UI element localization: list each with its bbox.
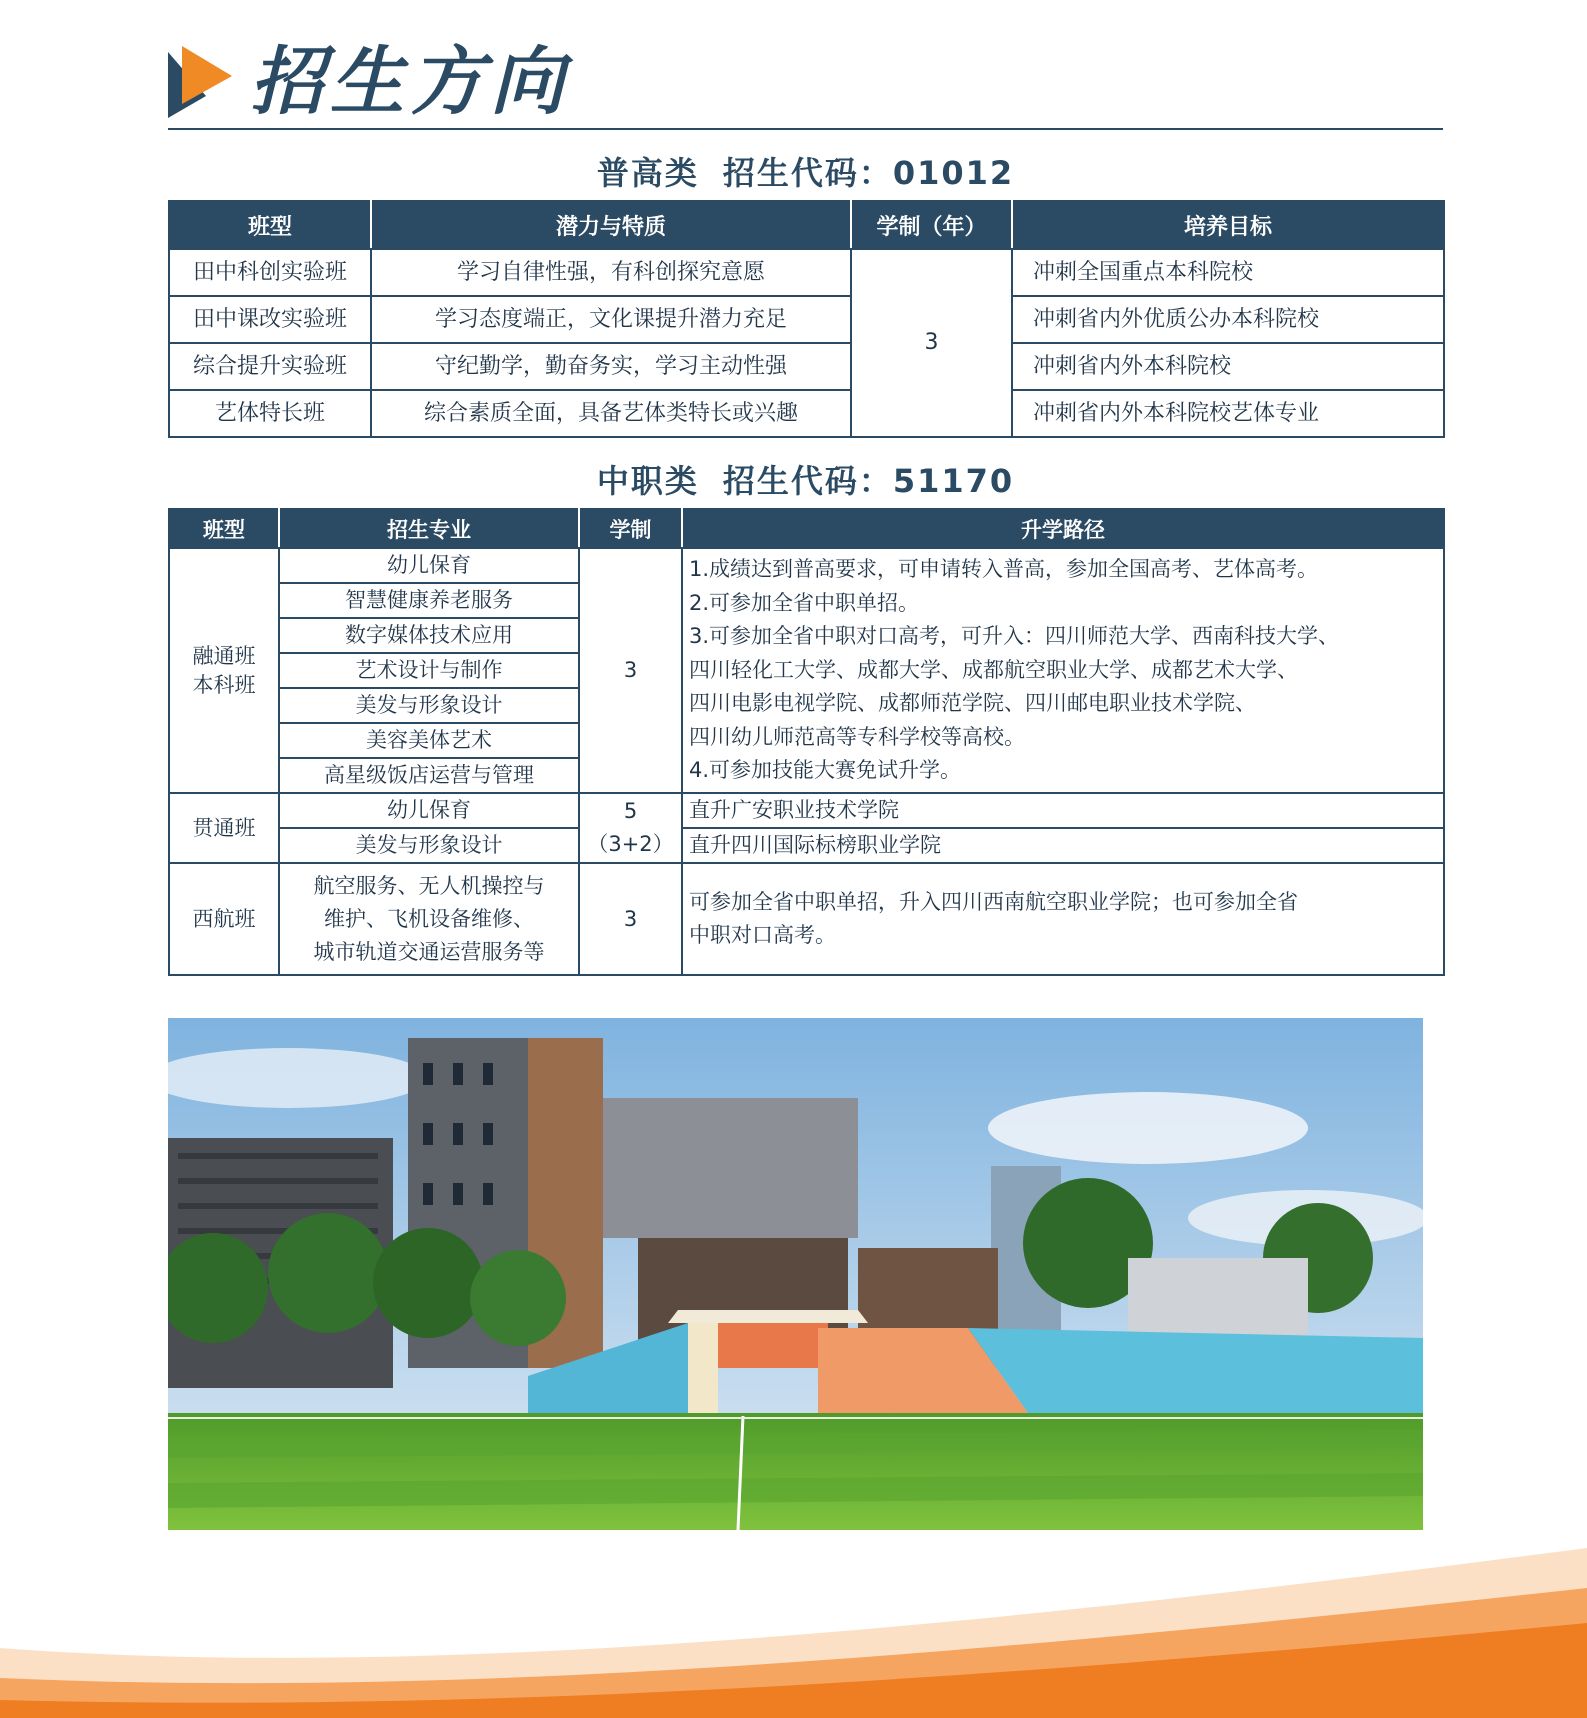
major-cell: 美发与形象设计 <box>279 688 579 723</box>
general-section-title <box>168 148 1443 194</box>
major-cell: 智慧健康养老服务 <box>279 583 579 618</box>
general-title-category: 普高类 <box>596 154 699 192</box>
path-line: 四川电影电视学院、成都师范学院、四川邮电职业技术学院、 <box>689 691 1256 715</box>
class-cell: 田中科创实验班 <box>169 249 371 296</box>
path-line: 四川幼儿师范高等专科学校等高校。 <box>689 724 1025 749</box>
path-line: 4.可参加技能大赛免试升学。 <box>689 758 962 782</box>
table-row <box>169 343 1444 390</box>
vocational-title-category: 中职类 <box>596 462 699 500</box>
path-line: 四川轻化工大学、成都大学、成都航空职业大学、成都艺术大学、 <box>689 657 1298 682</box>
path-line: 可参加全省中职单招，升入四川西南航空职业学院；也可参加全省 <box>689 890 1298 914</box>
general-table <box>168 200 1445 438</box>
duration-cell: 3 <box>579 863 682 975</box>
class-cell <box>169 548 279 793</box>
path-line: 中职对口高考。 <box>689 923 836 947</box>
path-line: 2.可参加全省中职单招。 <box>689 590 920 615</box>
col-header-duration: 学制（年） <box>851 201 1012 249</box>
major-cell: 美发与形象设计 <box>279 828 579 863</box>
path-line: 3.可参加全省中职对口高考，可升入：四川师范大学、西南科技大学、 <box>689 624 1340 648</box>
table-row <box>169 390 1444 437</box>
vocational-table <box>168 508 1445 976</box>
path-cell: 直升四川国际标榜职业学院 <box>682 828 1444 863</box>
class-label-line: 融通班 <box>192 644 256 669</box>
header-divider <box>168 128 1443 130</box>
page-header <box>168 38 1443 130</box>
campus-photo <box>168 1018 1423 1530</box>
goal-cell: 冲刺省内外本科院校艺体专业 <box>1012 390 1444 437</box>
major-line: 维护、飞机设备维修、 <box>324 906 534 931</box>
goal-cell: 冲刺省内外优质公办本科院校 <box>1012 296 1444 343</box>
vocational-title-code: 招生代码：51170 <box>722 462 1015 500</box>
vocational-table-header <box>169 509 1444 548</box>
duration-cell: 3 <box>851 249 1012 437</box>
major-cell: 高星级饭店运营与管理 <box>279 758 579 793</box>
table-row <box>169 548 1444 583</box>
major-cell: 数字媒体技术应用 <box>279 618 579 653</box>
class-cell: 贯通班 <box>169 793 279 863</box>
major-line: 城市轨道交通运营服务等 <box>313 939 545 964</box>
table-row <box>169 828 1444 863</box>
class-cell: 田中课改实验班 <box>169 296 371 343</box>
class-cell: 西航班 <box>169 863 279 975</box>
col-header-major: 招生专业 <box>279 509 579 548</box>
major-cell: 幼儿保育 <box>279 548 579 583</box>
col-header-class: 班型 <box>169 509 279 548</box>
major-cell: 美容美体艺术 <box>279 723 579 758</box>
trait-cell: 综合素质全面，具备艺体类特长或兴趣 <box>371 390 851 437</box>
duration-line: （3+2） <box>587 832 674 856</box>
col-header-duration: 学制 <box>579 509 682 548</box>
major-cell <box>279 863 579 975</box>
table-row <box>169 249 1444 296</box>
class-label-line: 本科班 <box>192 672 256 697</box>
vocational-section-title <box>168 456 1443 502</box>
major-cell: 艺术设计与制作 <box>279 653 579 688</box>
major-cell: 幼儿保育 <box>279 793 579 828</box>
footer-wave-decoration <box>0 1528 1587 1718</box>
duration-cell <box>579 793 682 863</box>
major-line: 航空服务、无人机操控与 <box>313 873 545 898</box>
play-arrow-icon <box>168 46 232 118</box>
trait-cell: 学习自律性强，有科创探究意愿 <box>371 249 851 296</box>
path-line: 1.成绩达到普高要求，可申请转入普高，参加全国高考、艺体高考。 <box>689 557 1319 581</box>
goal-cell: 冲刺全国重点本科院校 <box>1012 249 1444 296</box>
trait-cell: 学习态度端正，文化课提升潜力充足 <box>371 296 851 343</box>
table-row <box>169 793 1444 828</box>
col-header-path: 升学路径 <box>682 509 1444 548</box>
table-row <box>169 863 1444 975</box>
col-header-class: 班型 <box>169 201 371 249</box>
general-table-header <box>169 201 1444 249</box>
col-header-goal: 培养目标 <box>1012 201 1444 249</box>
path-cell <box>682 548 1444 793</box>
trait-cell: 守纪勤学，勤奋务实，学习主动性强 <box>371 343 851 390</box>
table-row <box>169 296 1444 343</box>
page-title: 招生方向 <box>250 39 570 125</box>
class-cell: 综合提升实验班 <box>169 343 371 390</box>
goal-cell: 冲刺省内外本科院校 <box>1012 343 1444 390</box>
path-cell: 直升广安职业技术学院 <box>682 793 1444 828</box>
general-title-code: 招生代码：01012 <box>722 154 1015 192</box>
duration-line: 5 <box>623 799 638 823</box>
path-cell <box>682 863 1444 975</box>
duration-cell: 3 <box>579 548 682 793</box>
class-cell: 艺体特长班 <box>169 390 371 437</box>
col-header-trait: 潜力与特质 <box>371 201 851 249</box>
